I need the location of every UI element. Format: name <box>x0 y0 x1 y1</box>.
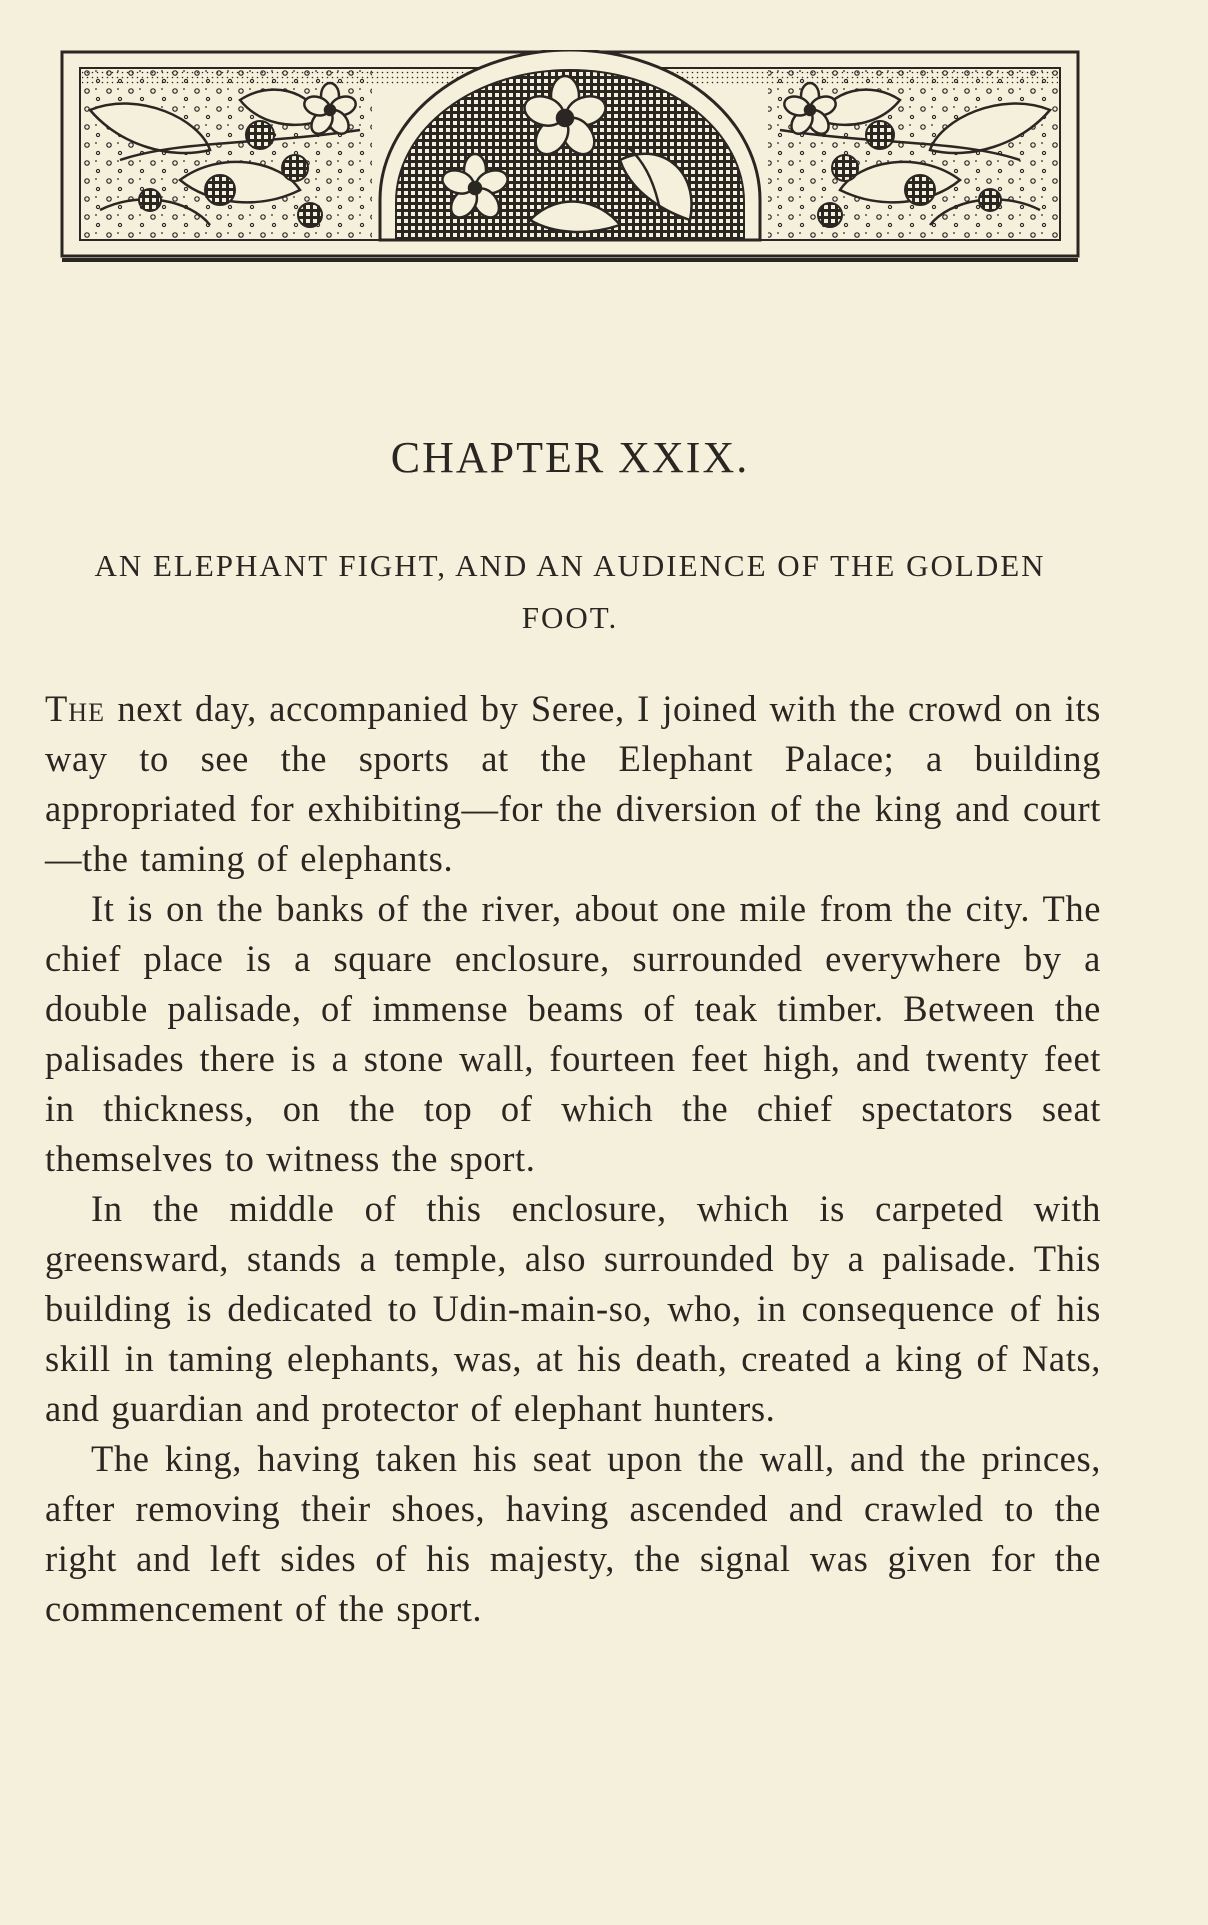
paragraph: It is on the banks of the river, about one mile from the city. The chief place is a square enclosure, surrounded everywhere by a double palisade, of immense beams of teak timber. Between the palisades there is a stone wall, fourteen feet high, and twenty feet in thickness, on the top of which the chief spectators seat themselves to witness the sport. <box>45 888 1101 1179</box>
paragraph <box>45 684 1101 884</box>
paragraph-lead-word: The <box>45 688 105 729</box>
chapter-subtitle: AN ELEPHANT FIGHT, AND AN AUDIENCE OF THE GOLDEN FOOT. <box>94 548 1046 635</box>
paragraph: In the middle of this enclosure, which is carpeted with greensward, stands a temple, also surrounded by a palisade. This building is dedicated to Udin-main-so, who, in consequence of his skill in taming elephants, was, at his death, created a king of Nats, and guardian and protector of elephant hunters. <box>45 1188 1101 1429</box>
paragraph-text: next day, accompanied by Seree, I joined with the crowd on its way to see the sports at the Elephant Palace; a building appropriated for exhibiting—for the diversion of the king and court—the taming of elephants. <box>45 688 1101 879</box>
floral-headpiece-icon <box>60 50 1080 264</box>
chapter-body <box>45 684 1101 1634</box>
paragraph: The king, having taken his seat upon the wall, and the princes, after removing their shoes, having ascended and crawled to the right and left sides of his majesty, the signal was given for the commencement of the sport. <box>45 1438 1101 1629</box>
chapter-title: CHAPTER XXIX. <box>390 433 750 482</box>
decorative-headpiece <box>60 50 1080 264</box>
